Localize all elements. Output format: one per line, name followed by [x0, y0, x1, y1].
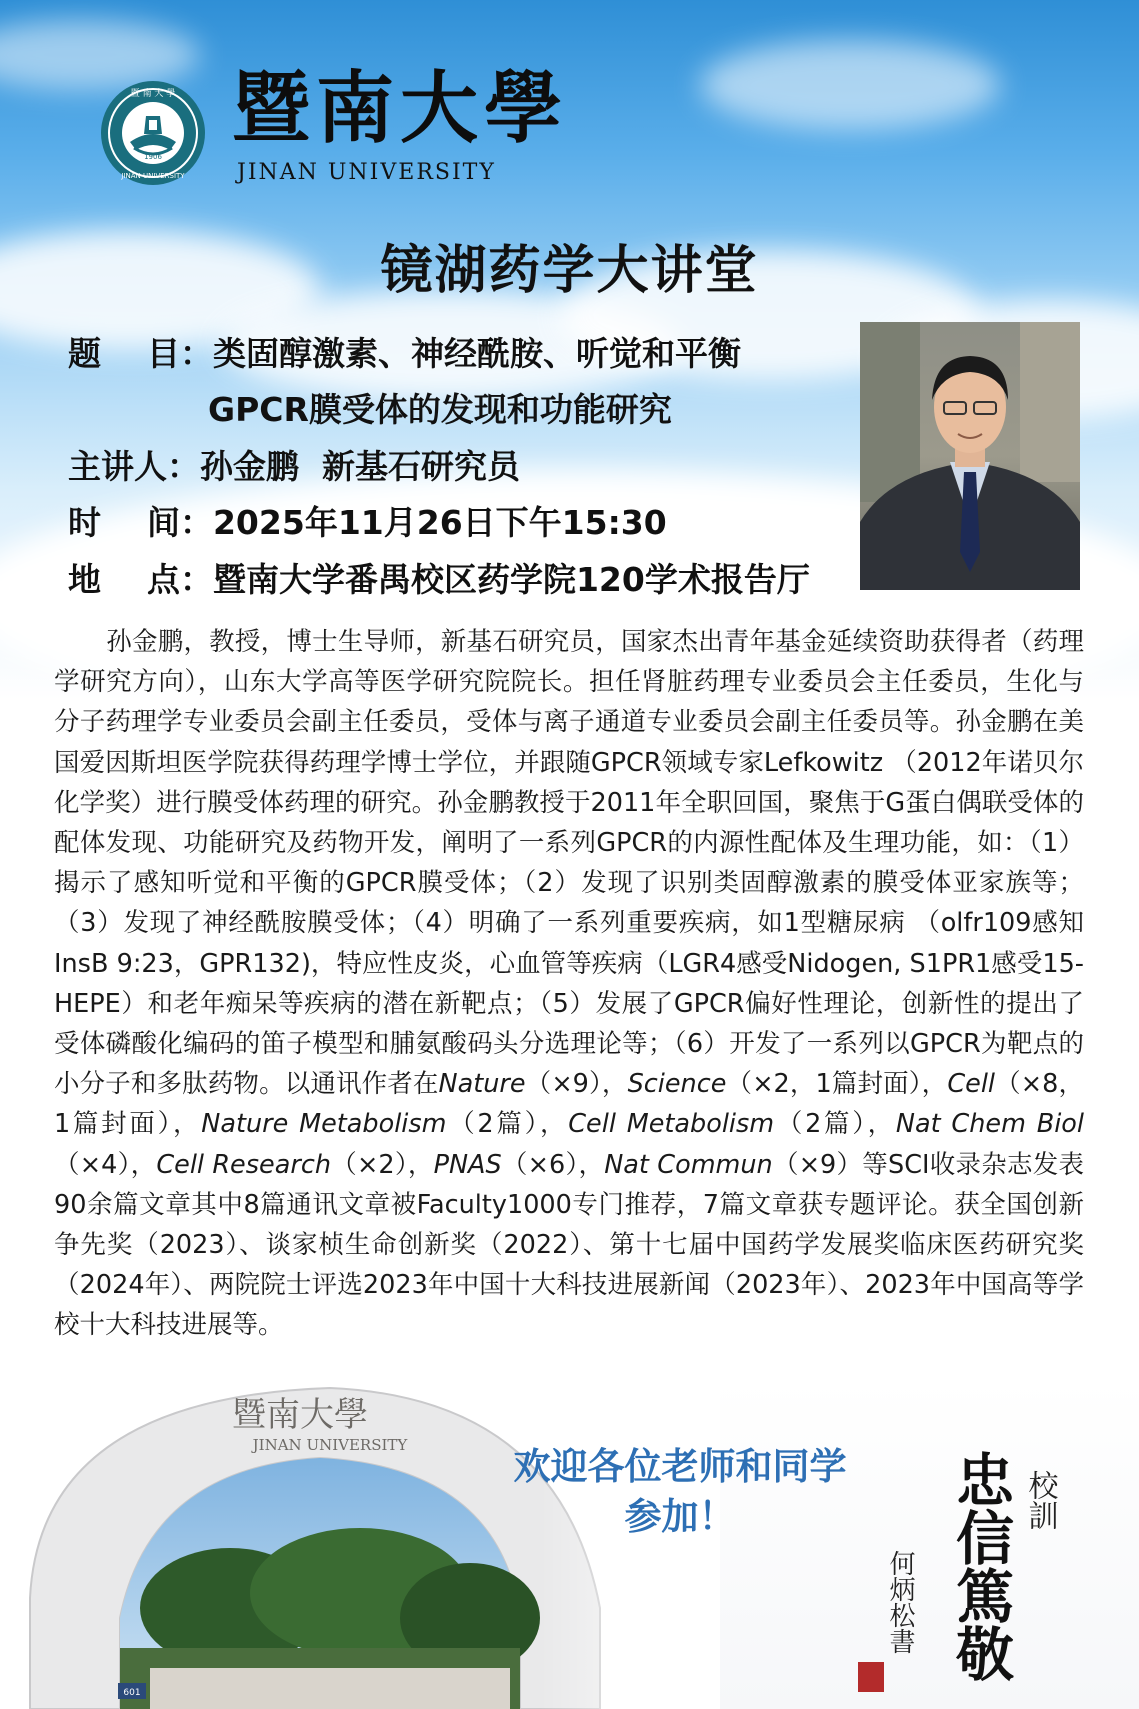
topic-row [68, 328, 741, 375]
university-seal-logo [100, 80, 206, 186]
svg-text:暨 南 大 學: 暨 南 大 學 [130, 89, 176, 99]
journal-name: PNAS [433, 1149, 502, 1180]
school-motto-calligraphy [840, 1440, 1100, 1700]
bio-text: （2篇）， [774, 1109, 896, 1140]
bio-text: （×8，1篇封面）， [54, 1069, 1084, 1140]
journal-name: Nature [438, 1069, 526, 1100]
bio-text: （×4）， [54, 1149, 157, 1180]
university-name-cn: 暨南大學 [232, 63, 569, 154]
bio-text: 孙金鹏，教授，博士生导师，新基石研究员，国家杰出青年基金延续资助获得者（药理学研究方向），山东大学高等医学研究院院长。担任肾脏药理专业委员会主任委员，生化与分子药理学专业委员会副主任委员，受体与离子通道专业委员会副主任委员等。孙金鹏在美国爱因斯坦医学院获得药理学博士学位，并跟随GPCR领域专家Lefkowitz （2012年诺贝尔化学奖）进行膜受体药理的研究。孙金鹏教授于2011年全职回国，聚焦于G蛋白偶联受体的配体发现、功能研究及药物开发，阐明了一系列GPCR的内源性配体及生理功能，如：（1）揭示了感知听觉和平衡的GPCR膜受体；（2）发现了识别类固醇激素的膜受体亚家族等；（3）发现了神经酰胺膜受体；（4）明确了一系列重要疾病，如1型糖尿病 （olfr109感知InsB 9:23，GPR132)，特应性皮炎，心血管等疾病（LGR4感受Nidogen, S1PR1感受15-HEPE）和老年痴呆等疾病的潜在新靶点；（5）发展了GPCR偏好性理论，创新性的提出了受体磷酸化编码的笛子模型和脯氨酸码头分选理论等；（6）开发了一系列以GPCR为靶点的小分子和多肽药物。以通讯作者在 [54, 627, 1084, 1100]
welcome-line1: 欢迎各位老师和同学 [513, 1445, 847, 1488]
journal-name: Cell [947, 1069, 995, 1100]
topic-line1: 类固醇激素、神经酰胺、听觉和平衡 [212, 334, 741, 373]
speaker-value: 孙金鹏 新基石研究员 [200, 447, 520, 486]
topic-label: 题 目： [68, 334, 213, 373]
welcome-line2: 参加！ [624, 1495, 736, 1538]
speaker-photo [860, 322, 1080, 590]
motto-author: 何炳松書 [885, 1550, 915, 1654]
bio-text: （×2，1篇封面）， [726, 1069, 948, 1100]
motto-label: 校訓 [1022, 1470, 1058, 1530]
bio-text: （2篇）， [446, 1109, 569, 1140]
time-value: 2025年11月26日下午15:30 [212, 503, 667, 542]
speaker-row [68, 441, 520, 488]
campus-gate-image [0, 1378, 720, 1709]
bio-text: （×9）等SCI收录杂志发表90余篇文章其中8篇通讯文章被Faculty1000专门推荐，7篇文章获专题评论。获全国创新争先奖（2023）、谈家桢生命创新奖（2022）、第十七届中国药学发展奖临床医药研究奖（2024年）、两院院士评选2023年中国十大科技进展新闻（2023年）、2023年中国高等学校十大科技进展等。 [54, 1149, 1084, 1341]
topic-line2: GPCR膜受体的发现和功能研究 [208, 390, 672, 429]
place-row [68, 554, 810, 601]
red-seal-stamp [858, 1662, 884, 1692]
speaker-label: 主讲人： [68, 447, 200, 486]
journal-name: Cell Research [156, 1149, 332, 1180]
journal-name: Nat Commun [604, 1149, 773, 1180]
motto-text: 忠信篤敬 [946, 1450, 1014, 1682]
speaker-biography [54, 622, 1084, 1346]
journal-name: Cell Metabolism [568, 1109, 775, 1140]
time-row [68, 497, 667, 544]
lecture-series-title: 镜湖药学大讲堂 [380, 241, 759, 301]
journal-name: Nat Chem Biol [895, 1109, 1084, 1140]
bio-text: （×6）， [501, 1149, 605, 1180]
seal-year: 1906 [144, 153, 162, 161]
place-label: 地 点： [68, 560, 213, 599]
time-label: 时 间： [68, 503, 213, 542]
journal-name: Nature Metabolism [201, 1109, 447, 1140]
place-value: 暨南大学番禺校区药学院120学术报告厅 [212, 560, 810, 599]
bio-text: （×2）， [331, 1149, 434, 1180]
bio-text: （×9）， [525, 1069, 628, 1100]
university-name-en: JINAN UNIVERSITY [237, 160, 496, 185]
journal-name: Science [627, 1069, 727, 1100]
seal-text: JINAN UNIVERSITY [121, 172, 185, 180]
